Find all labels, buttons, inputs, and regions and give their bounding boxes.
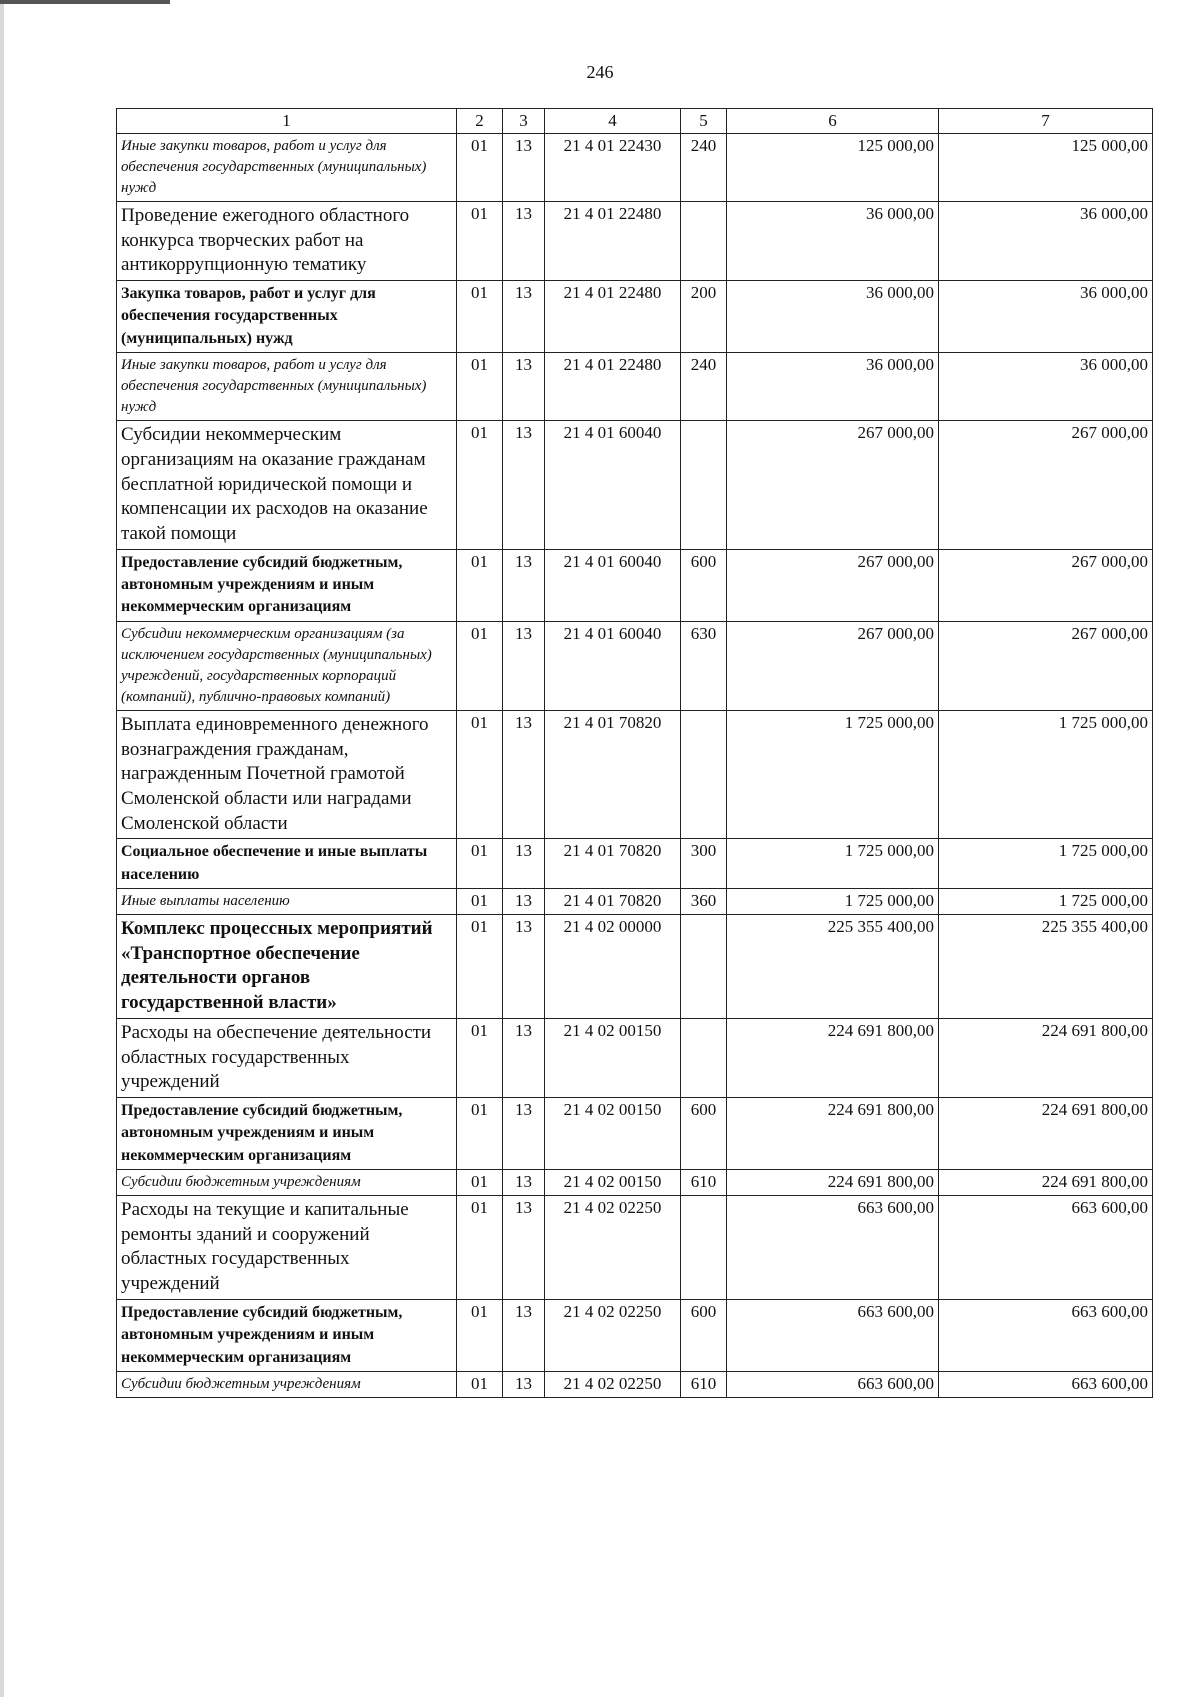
amount-year-2: 267 000,00	[939, 621, 1153, 710]
amount-year-2: 663 600,00	[939, 1299, 1153, 1371]
section-code: 01	[457, 1371, 503, 1397]
expense-type-code: 630	[681, 621, 727, 710]
subsection-code: 13	[503, 839, 545, 889]
row-name: Иные закупки товаров, работ и услуг для обеспечения государственных (муниципальных) нужд	[117, 353, 457, 421]
target-article-code: 21 4 01 22480	[545, 202, 681, 281]
amount-year-2: 36 000,00	[939, 353, 1153, 421]
section-code: 01	[457, 1299, 503, 1371]
table-row	[117, 839, 1153, 889]
section-code: 01	[457, 1097, 503, 1169]
amount-year-2: 224 691 800,00	[939, 1170, 1153, 1196]
subsection-code: 13	[503, 421, 545, 549]
table-row	[117, 1196, 1153, 1300]
amount-year-2: 36 000,00	[939, 202, 1153, 281]
subsection-code: 13	[503, 353, 545, 421]
amount-year-2: 267 000,00	[939, 421, 1153, 549]
subsection-code: 13	[503, 281, 545, 353]
expense-type-code: 240	[681, 134, 727, 202]
subsection-code: 13	[503, 1018, 545, 1097]
section-code: 01	[457, 549, 503, 621]
target-article-code: 21 4 01 70820	[545, 839, 681, 889]
amount-year-2: 125 000,00	[939, 134, 1153, 202]
section-code: 01	[457, 281, 503, 353]
subsection-code: 13	[503, 915, 545, 1019]
row-name: Субсидии некоммерческим организациям (за исключением государственных (муниципальных) учреждений, государственных корпораций (компаний), публично-правовых компаний)	[117, 621, 457, 710]
amount-year-1: 663 600,00	[727, 1196, 939, 1300]
target-article-code: 21 4 02 00000	[545, 915, 681, 1019]
section-code: 01	[457, 134, 503, 202]
row-name: Проведение ежегодного областного конкурса творческих работ на антикоррупционную тематику	[117, 202, 457, 281]
amount-year-1: 267 000,00	[727, 621, 939, 710]
table-row	[117, 621, 1153, 710]
expense-type-code	[681, 202, 727, 281]
amount-year-1: 1 725 000,00	[727, 839, 939, 889]
table-row	[117, 1097, 1153, 1169]
row-name: Комплекс процессных мероприятий «Транспортное обеспечение деятельности органов государственной власти»	[117, 915, 457, 1019]
header-row	[117, 109, 1153, 134]
section-code: 01	[457, 839, 503, 889]
section-code: 01	[457, 202, 503, 281]
subsection-code: 13	[503, 549, 545, 621]
table-row	[117, 202, 1153, 281]
table-row	[117, 1299, 1153, 1371]
amount-year-1: 224 691 800,00	[727, 1170, 939, 1196]
section-code: 01	[457, 621, 503, 710]
target-article-code: 21 4 02 02250	[545, 1196, 681, 1300]
table-row	[117, 1018, 1153, 1097]
expense-type-code	[681, 710, 727, 838]
row-name: Предоставление субсидий бюджетным, автономным учреждениям и иным некоммерческим организациям	[117, 1097, 457, 1169]
amount-year-2: 1 725 000,00	[939, 889, 1153, 915]
budget-table	[116, 108, 1153, 1398]
expense-type-code	[681, 1196, 727, 1300]
subsection-code: 13	[503, 202, 545, 281]
column-header: 6	[727, 109, 939, 134]
table-row	[117, 1371, 1153, 1397]
amount-year-1: 36 000,00	[727, 202, 939, 281]
table-row	[117, 549, 1153, 621]
page-number: 246	[586, 62, 614, 82]
section-code: 01	[457, 1196, 503, 1300]
table-row	[117, 710, 1153, 838]
table-row	[117, 915, 1153, 1019]
row-name: Предоставление субсидий бюджетным, автономным учреждениям и иным некоммерческим организациям	[117, 1299, 457, 1371]
amount-year-1: 224 691 800,00	[727, 1097, 939, 1169]
amount-year-1: 1 725 000,00	[727, 710, 939, 838]
amount-year-1: 224 691 800,00	[727, 1018, 939, 1097]
subsection-code: 13	[503, 889, 545, 915]
target-article-code: 21 4 01 70820	[545, 710, 681, 838]
amount-year-1: 225 355 400,00	[727, 915, 939, 1019]
amount-year-1: 663 600,00	[727, 1299, 939, 1371]
table-row	[117, 281, 1153, 353]
section-code: 01	[457, 421, 503, 549]
row-name: Социальное обеспечение и иные выплаты населению	[117, 839, 457, 889]
expense-type-code: 610	[681, 1170, 727, 1196]
table-row	[117, 134, 1153, 202]
subsection-code: 13	[503, 710, 545, 838]
expense-type-code: 360	[681, 889, 727, 915]
subsection-code: 13	[503, 1097, 545, 1169]
subsection-code: 13	[503, 621, 545, 710]
subsection-code: 13	[503, 1299, 545, 1371]
row-name: Иные закупки товаров, работ и услуг для обеспечения государственных (муниципальных) нужд	[117, 134, 457, 202]
row-name: Субсидии бюджетным учреждениям	[117, 1170, 457, 1196]
row-name: Выплата единовременного денежного вознаграждения гражданам, награжденным Почетной грамотой Смоленской области или наградами Смоленской области	[117, 710, 457, 838]
target-article-code: 21 4 01 22480	[545, 353, 681, 421]
amount-year-2: 224 691 800,00	[939, 1097, 1153, 1169]
amount-year-1: 1 725 000,00	[727, 889, 939, 915]
row-name: Субсидии бюджетным учреждениям	[117, 1371, 457, 1397]
target-article-code: 21 4 01 60040	[545, 621, 681, 710]
row-name: Предоставление субсидий бюджетным, автономным учреждениям и иным некоммерческим организациям	[117, 549, 457, 621]
expense-type-code: 600	[681, 1299, 727, 1371]
table-row	[117, 353, 1153, 421]
target-article-code: 21 4 02 00150	[545, 1018, 681, 1097]
target-article-code: 21 4 02 00150	[545, 1097, 681, 1169]
amount-year-2: 267 000,00	[939, 549, 1153, 621]
amount-year-2: 663 600,00	[939, 1196, 1153, 1300]
target-article-code: 21 4 02 02250	[545, 1299, 681, 1371]
expense-type-code: 300	[681, 839, 727, 889]
row-name: Субсидии некоммерческим организациям на оказание гражданам бесплатной юридической помощи и компенсации их расходов на оказание такой помощи	[117, 421, 457, 549]
row-name: Расходы на обеспечение деятельности областных государственных учреждений	[117, 1018, 457, 1097]
amount-year-2: 224 691 800,00	[939, 1018, 1153, 1097]
amount-year-1: 663 600,00	[727, 1371, 939, 1397]
section-code: 01	[457, 710, 503, 838]
column-header: 7	[939, 109, 1153, 134]
scan-top-mark	[0, 0, 170, 4]
amount-year-1: 125 000,00	[727, 134, 939, 202]
table-row	[117, 1170, 1153, 1196]
expense-type-code: 200	[681, 281, 727, 353]
expense-type-code: 600	[681, 1097, 727, 1169]
target-article-code: 21 4 01 70820	[545, 889, 681, 915]
subsection-code: 13	[503, 134, 545, 202]
amount-year-1: 267 000,00	[727, 549, 939, 621]
expense-type-code	[681, 421, 727, 549]
target-article-code: 21 4 01 22430	[545, 134, 681, 202]
column-header: 3	[503, 109, 545, 134]
expense-type-code: 610	[681, 1371, 727, 1397]
expense-type-code: 600	[681, 549, 727, 621]
target-article-code: 21 4 01 60040	[545, 549, 681, 621]
table-row	[117, 421, 1153, 549]
target-article-code: 21 4 02 02250	[545, 1371, 681, 1397]
amount-year-2: 225 355 400,00	[939, 915, 1153, 1019]
row-name: Закупка товаров, работ и услуг для обеспечения государственных (муниципальных) нужд	[117, 281, 457, 353]
subsection-code: 13	[503, 1371, 545, 1397]
amount-year-1: 36 000,00	[727, 353, 939, 421]
target-article-code: 21 4 01 22480	[545, 281, 681, 353]
column-header: 4	[545, 109, 681, 134]
column-header: 2	[457, 109, 503, 134]
amount-year-2: 663 600,00	[939, 1371, 1153, 1397]
column-header: 1	[117, 109, 457, 134]
scan-edge	[0, 0, 4, 1697]
expense-type-code	[681, 1018, 727, 1097]
column-header: 5	[681, 109, 727, 134]
target-article-code: 21 4 02 00150	[545, 1170, 681, 1196]
section-code: 01	[457, 1018, 503, 1097]
section-code: 01	[457, 889, 503, 915]
target-article-code: 21 4 01 60040	[545, 421, 681, 549]
amount-year-1: 267 000,00	[727, 421, 939, 549]
table-row	[117, 889, 1153, 915]
section-code: 01	[457, 915, 503, 1019]
row-name: Расходы на текущие и капитальные ремонты зданий и сооружений областных государственных учреждений	[117, 1196, 457, 1300]
expense-type-code: 240	[681, 353, 727, 421]
amount-year-2: 1 725 000,00	[939, 710, 1153, 838]
amount-year-2: 1 725 000,00	[939, 839, 1153, 889]
expense-type-code	[681, 915, 727, 1019]
amount-year-2: 36 000,00	[939, 281, 1153, 353]
section-code: 01	[457, 1170, 503, 1196]
section-code: 01	[457, 353, 503, 421]
amount-year-1: 36 000,00	[727, 281, 939, 353]
subsection-code: 13	[503, 1170, 545, 1196]
subsection-code: 13	[503, 1196, 545, 1300]
row-name: Иные выплаты населению	[117, 889, 457, 915]
